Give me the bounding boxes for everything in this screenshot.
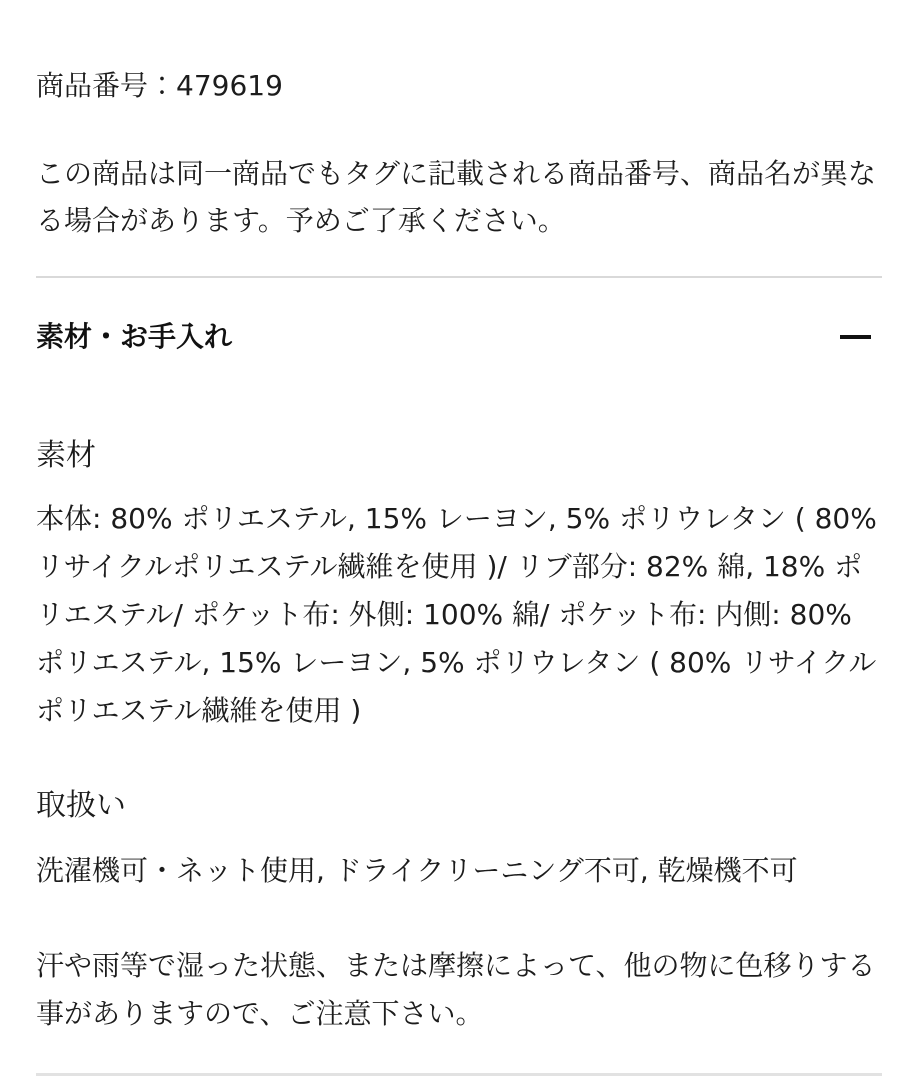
accordion-title: 素材・お手入れ bbox=[36, 320, 233, 353]
color-transfer-warning-text: 汗や雨等で湿った状態、または摩擦によって、他の物に色移りする事がありますので、ご注意下さい。 bbox=[36, 949, 876, 1030]
collapse-minus-icon[interactable] bbox=[840, 335, 871, 339]
section-divider-bottom bbox=[36, 1073, 882, 1076]
material-heading: 素材 bbox=[36, 438, 96, 473]
care-heading: 取扱い bbox=[36, 788, 126, 823]
product-number-text: 商品番号：479619 bbox=[36, 69, 283, 102]
accordion-body bbox=[36, 432, 882, 1038]
care-instructions-text: 洗濯機可・ネット使用, ドライクリーニング不可, 乾燥機不可 bbox=[36, 854, 798, 887]
section-divider-top bbox=[36, 276, 882, 278]
accordion-header-material-care[interactable] bbox=[36, 314, 882, 360]
tag-disclaimer-text: この商品は同一商品でもタグに記載される商品番号、商品名が異なる場合があります。予めご了承ください。 bbox=[36, 157, 877, 237]
material-composition-text: 本体: 80% ポリエステル, 15% レーヨン, 5% ポリウレタン ( 80% リサイクルポリエステル繊維を使用 )/ リブ部分: 82% 綿, 18% ポリエステル/ ポケット布: 外側: 100% 綿/ ポケット布: 内側: 80% ポリエステル, 15% レーヨン, 5% ポリウレタン ( 80% リサイクルポリエステル繊維を使用 ) bbox=[36, 502, 877, 727]
